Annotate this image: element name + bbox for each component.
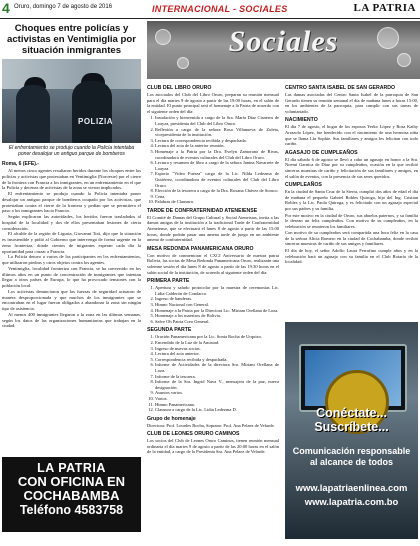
subscribe-ad[interactable]: [285, 322, 418, 539]
banner-title: Sociales: [228, 25, 339, 58]
agenda-item: 7. Espacio "Video Fuerza" cargo de la Lic. Nilda Ledezma de Gutiérrez, coordinadora de eventos culturales del Club del Libro Oruro.: [155, 171, 279, 188]
agenda-item: 5. Homenaje a la Patria por la Dra. Evelyn Zamorano de Rivas, coordinadora de eventos culturales del Club del Libro Oruro.: [155, 149, 279, 160]
agenda-list: [147, 115, 279, 205]
social-heading: PRIMERA PARTE: [147, 278, 190, 285]
lead-byline: Roma, 6 (EFE).-: [2, 161, 39, 167]
agenda-item: 5. Correspondencia recibida y despachada.: [155, 357, 279, 363]
police-officer-1: [16, 85, 50, 143]
social-paragraph: El día 7 de agosto, el hogar de los esposos Yerko López y Rosa Kathy Arrazola López, fue bendecido con el nacimiento de una hermosa niña que se llama Lía Sophie. Sus familiares y amigos les felicitan con todo cariño.: [285, 124, 418, 147]
social-heading: CLUB DEL LIBRO ORURO: [147, 85, 212, 91]
agenda-item: 10. Palabras de Clausura.: [155, 199, 279, 205]
social-heading: MESA REDONDA PANAMERICANA ORURO: [147, 245, 254, 252]
social-paragraph: Los socios del Club de Leones Oruro Caminos, tienen reunión mensual ordinaria el día martes 9 de agosto a partir de las 20:00 horas en el salón de la entidad, a cargo de la Presidenta Sra. Ana Pelaez de Velarde.: [147, 438, 279, 455]
lead-paragraph: Al menos cinco agentes resultaron heridos durante los choques entre los policías y activistas que protestaban en Ventimiglia (Noroeste) por el cierre de la frontera con Francia a los inmigrantes, en un enfrentamiento en el que la Policía y decenas de activistas de la zona se vieron implicados.: [2, 168, 141, 191]
agenda-list: [147, 334, 279, 412]
sociales-banner: [147, 21, 420, 79]
agenda-item: 1. Apertura y saludo protocolar por la maestra de ceremonias Lic. Lidia Calderón de Condarco.: [155, 285, 279, 296]
agenda-item: 6. Salve Oh Patria Creo General.: [155, 319, 279, 325]
agenda-item: 2. Ingreso de banderas.: [155, 296, 279, 302]
ad-phone: Teléfono 4583758: [19, 503, 124, 517]
website-link-2[interactable]: www.lapatria.com.bo: [304, 496, 399, 507]
ad-city: COCHABAMBA: [23, 488, 120, 503]
ad-cochabamba[interactable]: [2, 457, 141, 532]
agenda-item: 11. Himno Panamericano.: [155, 402, 279, 408]
slogan-line-1: Comunicación responsable: [292, 446, 411, 456]
social-column-right: [285, 82, 418, 542]
lead-article: [2, 20, 141, 546]
agenda-item: 6. Lectura y resumen de libro a cargo de la señora Janina Navarrete de Loayza.: [155, 160, 279, 171]
social-paragraph: Los asociados del Club del Libro Oruro, preparan su reunión mensual para el día martes 9 de agosto a partir de las 19:00 horas, en el salón de la entidad. El punto principal será el homenaje a la Patria de acuerdo con el siguiente orden del día:: [147, 92, 279, 114]
social-paragraph: Directora: Prof. Lourdes Rocha, Soprano: Prof. Ana Pelaez de Velarde.: [147, 422, 275, 428]
social-heading: CENTRO SANTA ISABEL DE SAN GERARDO: [285, 85, 395, 91]
lead-paragraph: Al menos 400 inmigrantes llegaron a la zona en las últimas semanas, según los datos de las organizaciones humanitarias que trabajan en la ciudad.: [2, 311, 141, 329]
agenda-item: 10. Varios.: [155, 396, 279, 402]
agenda-item: 6. Informe de Actividades de la directora Sra. Miriam Orellana de Loza.: [155, 362, 279, 373]
agenda-item: 4. Lectura del acta de la anterior reunión.: [155, 143, 279, 149]
agenda-item: 9. Cena.: [155, 194, 279, 200]
social-column-middle: [147, 82, 279, 542]
social-paragraph: En la ciudad de Santa Cruz de la Sierra, cumplió dos años de edad el día de mañana el pequeño Gabriel Robles Quiroga, hijo del Ing. Cristian Robles y la Lic. Paola Quiroga, y es felicitado con un agasajo especial por sus padres y su familia.: [285, 189, 418, 211]
page-number: 4: [2, 0, 10, 16]
newspaper-brand: LA PATRIA: [353, 2, 416, 14]
social-heading: NACIMIENTO: [285, 117, 318, 124]
page-header: [0, 0, 420, 19]
social-paragraph: El día sábado 6 de agosto se llevó a cabo un agasajo en honor a la Sra. Noemí Garnica de Díaz por su cumpleaños, ocasión en la que recibió sinceras muestras de cariño y felicitación de sus familiares y amigos, en el salón de eventos, con la presencia de sus seres queridos.: [285, 156, 418, 179]
photo-caption: El enfrentamiento se produjo cuando la Policía intentaba poner desalojar un antiguo parque de bomberos: [8, 145, 135, 157]
social-heading: TARDE DE CONFRATERNIDAD ATENEIENSE: [147, 207, 258, 214]
ad-brand: LA PATRIA: [37, 461, 106, 475]
subscribe-ad-slogan: [285, 446, 418, 468]
social-paragraph: Con motivo de conmemorar el CXCI Aniversario de nuestra patria Bolivia, las socias de Mesa Redonda Panamericana Oruro, realizarán una solemne sesión el día lunes 8 de agosto a partir de las 19:30 horas en el salón social de la institución, de acuerdo al siguiente orden del día:: [147, 252, 279, 275]
social-heading: AGASAJO DE CUMPLEAÑOS: [285, 149, 358, 156]
lead-paragraph: Según explicaron las autoridades, los heridos fueron trasladados al hospital de la localidad y dos de ellos presentaban lesiones de cierta consideración.: [2, 214, 141, 231]
page-date: Oruro, domingo 7 de agosto de 2016: [14, 4, 113, 10]
lead-paragraph: El alcalde de la región de Liguria, Giovanni Toti, dijo que la situación es insostenible y pidió al Gobierno que intervenga de forma urgente en la zona fronteriza, donde cientos de migrantes esperan cada día la oportunidad para cruzar a Francia.: [2, 231, 141, 254]
photo-background: [2, 59, 141, 89]
agenda-item: 8. Elección de la tesorera a cargo de la Dra. Roxana Chávez de Soruco.: [155, 188, 279, 194]
agenda-item: 3. Lectura de correspondencia recibida y despachada.: [155, 138, 279, 144]
lead-paragraph: Ventimiglia, localidad fronteriza con Francia, se ha convertido en los últimos años en un punto de concentración de inmigrantes que intentan llegar a otros países de Europa, lo que ha provocado tensiones con la población local.: [2, 265, 141, 288]
social-heading: CLUB DE LEONES ORURO CAMINOS: [147, 431, 240, 438]
social-heading: Grupo de homenaje: [147, 415, 196, 422]
lead-paragraph: El enfrentamiento se produjo cuando la Policía intentaba poner desalojar un antiguo parque de bomberos ocupado por los activistas, que protestaban contra el cierre de la frontera y pedían que se permitiera el paso a los inmigrantes hacia Francia.: [2, 191, 141, 214]
social-paragraph: Las damas asociadas del Centro Santa Isabel de la parroquia de San Gerardo tienen su reunión semanal el día de mañana lunes a horas 15:00, en los ambientes de la parroquia, para cumplir con sus tareas de voluntariado.: [285, 92, 418, 114]
agenda-item: 1. Oración Panamericana por la Lic. Sonia Rocha de Urquizo.: [155, 334, 279, 340]
social-heading: CUMPLEAÑOS: [285, 182, 322, 189]
agenda-item: 7. Informe de la tesorera.: [155, 374, 279, 380]
social-paragraph: Con motivo de su cumpleaños será compartida una hora feliz en la casa de la señora Alicia Romero en la ciudad de Cochabamba, donde recibió sinceras muestras de cariño de sus amigos y familiares.: [285, 230, 418, 247]
social-paragraph: Por este motivo en la ciudad de Oruro, sus abuelos paternos, y su familia le desean un feliz cumpleaños. Con motivo de su cumpleaños, en la celebración se reunieron los familiares.: [285, 212, 418, 229]
police-officer-2: [72, 81, 112, 143]
lead-paragraph: La Policía detuvo a varios de los participantes en los enfrentamientos, que utilizaron piedras y otros objetos contra los agentes.: [2, 254, 141, 265]
subscribe-line-2: Suscríbete...: [314, 420, 389, 434]
lead-headline: Choques entre policías y activistas en Ventimiglia por situación inmigrantes: [6, 23, 137, 56]
agenda-item: 3. Himno Nacional con General.: [155, 302, 279, 308]
ad-office-line: CON OFICINA EN: [17, 474, 126, 489]
agenda-item: 12. Clausura a cargo de la Lic. Lidia Ledezma D.: [155, 407, 279, 413]
lead-body: [2, 161, 141, 329]
website-link-1[interactable]: www.lapatriaenlinea.com: [295, 482, 408, 493]
slogan-line-2: al alcance de todos: [309, 457, 394, 467]
subscribe-ad-title: [285, 406, 418, 434]
agenda-item: 9. Asuntos varios.: [155, 390, 279, 396]
lead-photo: [2, 59, 141, 143]
agenda-item: 4. Lectura del acta anterior.: [155, 351, 279, 357]
social-paragraph: El día de hoy, el señor Adolfo Laura Ferrufino cumple años y en la celebración hará un agasajo con su familia en el Club Rotario de la localidad.: [285, 248, 418, 265]
agenda-item: 2. Encendido de la Luz de la Amistad.: [155, 340, 279, 346]
agenda-item: 8. Informe de la Sra. Ingrid Nava V., mensajera de la paz, nueva designación.: [155, 379, 279, 390]
section-title: INTERNACIONAL - SOCIALES: [152, 4, 288, 14]
agenda-item: 3. Ingreso de nuevas socias.: [155, 346, 279, 352]
photo-polizia-text: POLIZIA: [78, 117, 114, 126]
social-paragraph: El Comité de Damas del Grupo Cultural y Social Ateneistas, invita a las damas amigas de la institución a la tradicional Tarde de Confraternidad Ateneiense, que se efectuará el lunes 8 de agosto a partir de las 15:00 horas, donde podrán pasar una amena tarde de juego en un ambiente ameno de confraternidad.: [147, 214, 279, 243]
agenda-list: [147, 285, 279, 324]
agenda-item: 4. Homenaje a la Patria por la Directora Lic. Miriam Orellana de Loza.: [155, 308, 279, 314]
agenda-item: 5. Homenaje a los maestros de Bolivia.: [155, 313, 279, 319]
lead-paragraph: Los activistas denunciaron que las fuerzas de seguridad actuaron de manera desproporcionada y que muchos de los inmigrantes que se encontraban en el lugar fueron obligados a abandonar la zona sin ningún tipo de asistencia.: [2, 288, 141, 311]
agenda-item: 1. Instalación y bienvenida a cargo de la Sra. María Díaz Cisneros de Loayza, presidenta del Club del Libro Oruro.: [155, 115, 279, 126]
social-heading: SEGUNDA PARTE: [147, 327, 192, 334]
agenda-item: 2. Reflexión a cargo de la señora Rosa Villanueva de Zuleta, vicepresidenta de la institución.: [155, 127, 279, 138]
subscribe-line-1: Conéctate...: [316, 406, 387, 420]
